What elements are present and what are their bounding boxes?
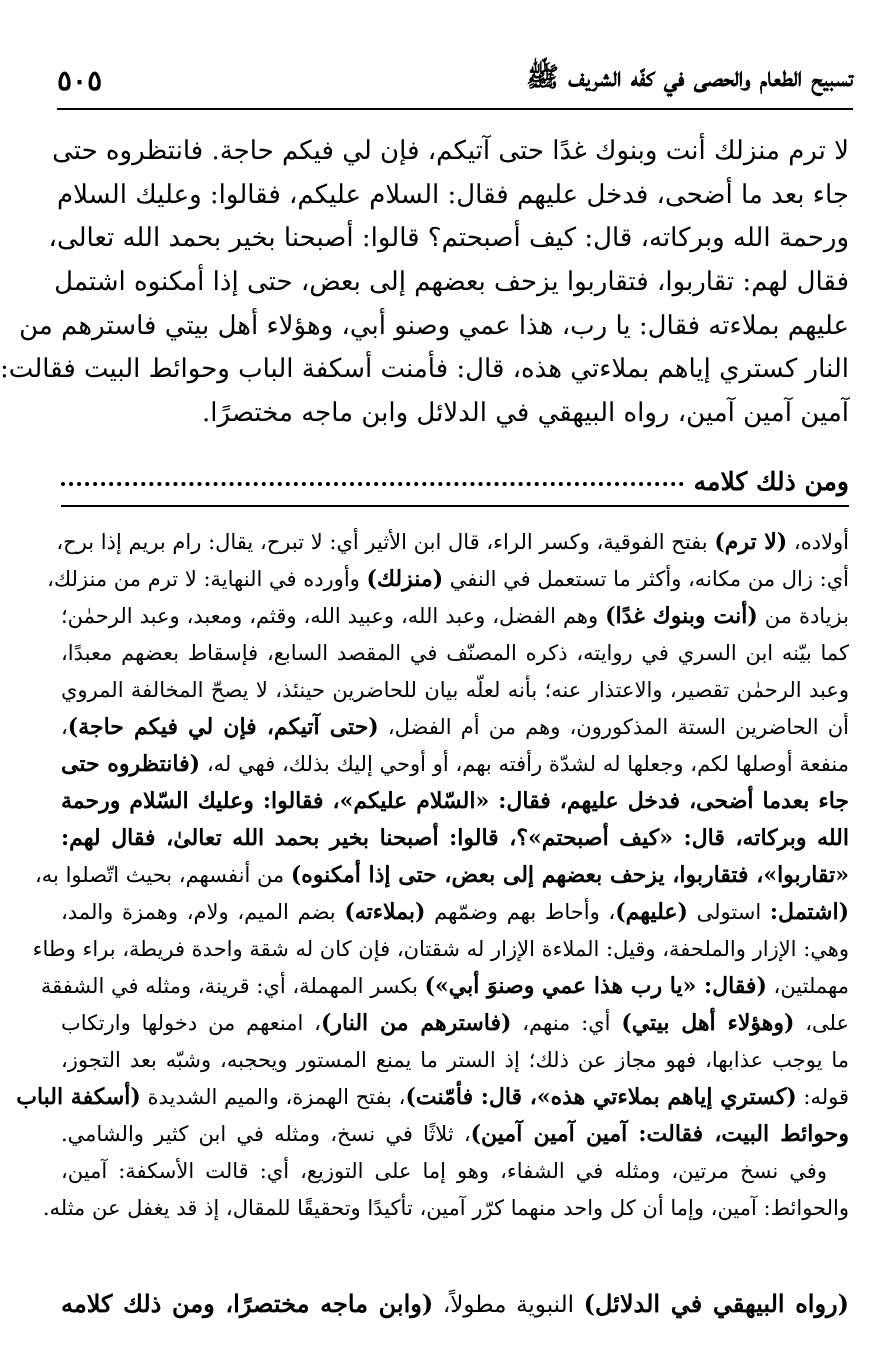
commentary-line: [61, 894, 849, 931]
commentary-line: [32, 931, 849, 968]
section-heading: ومن ذلك كلامه: [693, 466, 849, 496]
main-text-line: جاء بعد ما أضحى، فدخل عليهم فقال: السلام عليكم، فقالوا: وعليك السلام: [57, 179, 849, 210]
commentary-final-line: [61, 1284, 849, 1325]
commentary-text: أي: منهم،: [511, 1011, 622, 1035]
main-text-line: آمين آمين آمين، رواه البيهقي في الدلائل وابن ماجه مختصرًا.: [202, 398, 849, 429]
quoted-phrase: (حتى آتيكم، فإن لي فيكم حاجة): [67, 714, 379, 740]
commentary-text: على،: [794, 1011, 849, 1035]
separator-rule: [61, 505, 849, 507]
commentary-line: [61, 1005, 849, 1042]
quoted-phrase: وحوائط البيت، فقالت: آمين آمين آمين): [470, 1121, 849, 1147]
commentary-text: أن الحاضرين الستة المذكورون، وهم من أم الفضل،: [378, 715, 849, 739]
quoted-phrase: (فاسترهم من النار): [320, 1010, 512, 1036]
quoted-phrase: (لا ترم): [714, 529, 788, 555]
commentary-text: استولى: [687, 900, 770, 924]
commentary-text: ، ثلاثًا في نسخ، ومثله في ابن كثير والشامي.: [61, 1122, 471, 1146]
quoted-phrase: «تقاربوا»، فتقاربوا، يزحف بعضهم إلى بعض، حتى إذا أمكنوه): [290, 862, 849, 888]
commentary-text: ، وأحاط بهم وضمّهم: [425, 900, 616, 924]
commentary-line: [61, 598, 849, 635]
quoted-phrase: (عليهم): [615, 899, 688, 925]
commentary-line: [35, 857, 849, 894]
commentary-text: ، بفتح الهمزة، والميم الشديدة: [140, 1085, 406, 1109]
quoted-phrase: (اشتمل:: [769, 899, 850, 925]
commentary-line: [61, 746, 849, 783]
commentary-line: [61, 1153, 849, 1190]
quoted-phrase: (فقال: «يا رب هذا عمي وصنوَ أبي»): [424, 973, 767, 999]
quoted-phrase: (كستري إياهم بملاءتي هذه»، قال: فأمّنت): [405, 1084, 797, 1110]
commentary-line: [16, 1079, 849, 1116]
quoted-phrase: (منزلك): [366, 566, 444, 592]
main-text-line: ورحمة الله وبركاته، قال: كيف أصبحتم؟ قالوا: أصبحنا بخير بحمد الله تعالى،: [48, 223, 849, 254]
commentary-text: وأورده في النهاية: لا ترم من منزلك،: [47, 567, 367, 591]
commentary-text: وهي: الإزار والملحفة، وقيل: الملاءة الإزار له شقتان، فإن كان له شقة واحدة فريطة، براء وطاء: [32, 937, 849, 961]
commentary-text: والحوائط: آمين، وإما أن كل واحد منهما كرّر آمين، تأكيدًا وتحقيقًا للمقال، إذ قد يغفل عن مثله.: [42, 1196, 849, 1220]
main-text-line: عليهم بملاءته فقال: يا رب، هذا عمي وصنو أبي، وهؤلاء أهل بيتي فاسترهم من: [19, 310, 849, 341]
commentary-line: [61, 783, 849, 820]
main-text-line: فقال لهم: تقاربوا، فتقاربوا يزحف بعضهم إلى بعض، حتى إذا أمكنوه اشتمل: [54, 267, 849, 298]
section-heading-divider: [61, 460, 849, 502]
quoted-phrase: (بملاءته): [344, 899, 426, 925]
commentary-line: [61, 709, 849, 746]
commentary-line: [61, 1116, 849, 1153]
commentary-line: [61, 1042, 849, 1079]
commentary-text: ما يوجب عذابها، فهو مجاز عن ذلك؛ إذ الستر ما يمنع المستور ويحجبه، وشبّه بعد التجوز،: [61, 1048, 849, 1072]
commentary-text: وهم الفضل، وعبد الله، وعبيد الله، وقثم، ومعبد، وعبد الرحمٰن؛: [61, 604, 606, 628]
commentary-line: [47, 561, 849, 598]
commentary-text: مهملتين،: [766, 974, 849, 998]
dotted-leader: [61, 482, 684, 486]
commentary-text: بزيادة من: [757, 604, 849, 628]
commentary-text: بفتح الفوقية، وكسر الراء، قال ابن الأثير أي: لا تبرح، يقال: رام بريم إذا برح،: [56, 530, 715, 554]
quoted-phrase: (أنت وبنوك غدًا): [605, 603, 758, 629]
commentary-text: أولاده،: [787, 530, 849, 554]
commentary-text: أي: زال من مكانه، وأكثر ما تستعمل في النفي: [443, 567, 849, 591]
commentary-line: [61, 635, 849, 672]
quoted-phrase: (فانتظروه حتى: [61, 751, 201, 777]
commentary-text: من أنفسهم، بحيث اتّصلوا به،: [35, 863, 291, 887]
main-text-line: النار كستري إياهم بملاءتي هذه، قال: فأمنت أسكفة الباب وحوائط البيت فقالت:: [0, 354, 849, 385]
running-title: تسبيح الطعام والحصى في كفّه الشريف ﷺ: [526, 62, 853, 93]
main-text-line: لا ترم منزلك أنت وبنوك غدًا حتى آتيكم، فإن لي فيكم حاجة. فانتظروه حتى: [52, 136, 849, 166]
commentary-text: ، امنعهم من دخولها وارتكاب: [61, 1011, 321, 1035]
page-number: ٥٠٥: [57, 63, 103, 97]
quoted-phrase: الله وبركاته، قال: «كيف أصبحتم»؟، قالوا: أصبحنا بخير بحمد الله تعالىٰ، فقال لهم:: [61, 825, 849, 851]
commentary-text: قوله:: [796, 1085, 849, 1109]
commentary-text: بضم الميم، ولام، وهمزة والمد،: [61, 900, 345, 924]
commentary-text: ،: [61, 715, 68, 739]
quoted-phrase: (رواه البيهقي في الدلائل): [583, 1289, 850, 1318]
quoted-phrase: (وهؤلاء أهل بيتي): [621, 1010, 795, 1036]
commentary-text: منفعة أوصلها لكم، وجعلها له لشدّة رأفته بهم، أو أوحي إليك بذلك، فهي له،: [200, 752, 850, 776]
commentary-text: النبوية مطولاً،: [433, 1292, 584, 1318]
commentary-line: [56, 524, 849, 561]
commentary-line: [61, 820, 849, 857]
main-text-block: [0, 130, 849, 436]
commentary-text: وفي نسخ مرتين، ومثله في الشفاء، وهو إما على التوزيع، أي: قالت الأسكفة: آمين،: [61, 1159, 827, 1183]
commentary-line: [42, 1190, 849, 1227]
commentary-text: كما بيّنه ابن السري في روايته، ذكره المصنّف في المقصد السابع، فإسقاط بعضهم معبدًا،: [61, 641, 849, 665]
quoted-phrase: (وابن ماجه مختصرًا، ومن ذلك كلامه: [61, 1289, 434, 1318]
page-header: [57, 52, 853, 110]
commentary-line: [40, 968, 849, 1005]
quoted-phrase: جاء بعدما أضحى، فدخل عليهم، فقال: «السّلام عليكم»، فقالوا: وعليك السّلام ورحمة: [61, 788, 849, 814]
commentary-text: وعبد الرحمٰن تقصير، والاعتذار عنه؛ بأنه لعلّه بيان للحاضرين حينئذ، لا يصحّ المخالفة المروي: [61, 678, 849, 702]
commentary-text: بكسر المهملة، أي: قرينة، ومثله في الشفقة: [40, 974, 425, 998]
commentary-block: [16, 524, 850, 1227]
quoted-phrase: (أسكفة الباب: [16, 1084, 141, 1110]
commentary-line: [61, 672, 849, 709]
